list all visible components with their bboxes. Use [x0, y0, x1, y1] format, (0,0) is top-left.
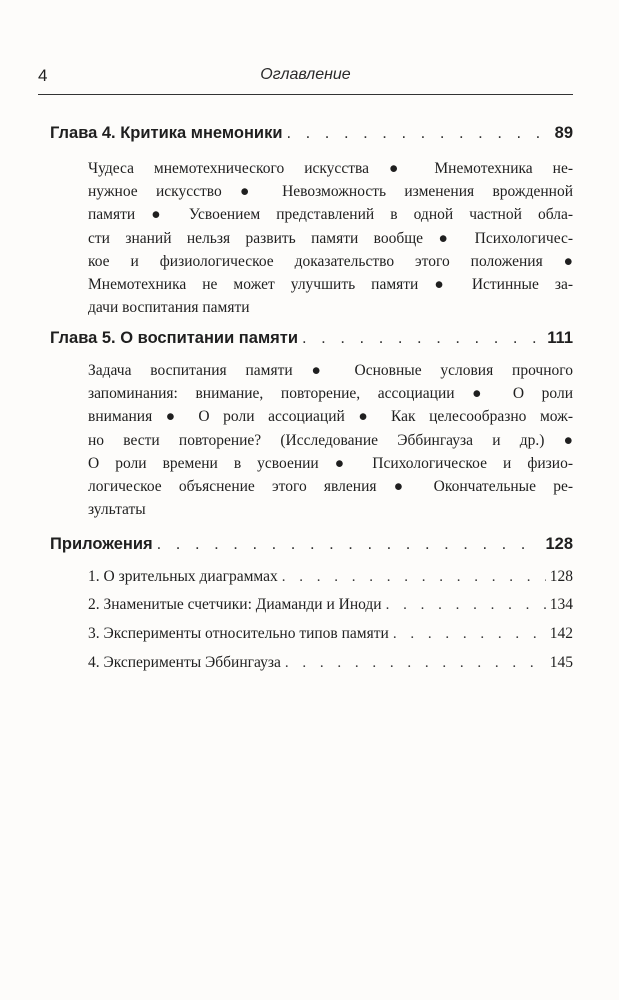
summary-line: памяти ● Усвоением представлений в одной частной обла- [88, 206, 573, 224]
page-header [38, 66, 573, 92]
summary-line: кое и физиологическое доказательство этого положения ● [88, 252, 573, 270]
appendix-title: Приложения [50, 535, 153, 553]
summary-line: сти знаний нельзя развить памяти вообще ● Психологичес- [88, 229, 573, 247]
toc-entry-appendix[interactable] [50, 535, 573, 554]
chapter-4-summary [88, 157, 573, 319]
appendix-item-page: 145 [549, 654, 573, 671]
appendix-item-page: 142 [549, 625, 573, 642]
toc-entry-chapter-4[interactable] [50, 124, 573, 143]
summary-line: логическое объяснение этого явления ● Окончательные ре- [88, 478, 573, 496]
page-number: 4 [38, 66, 48, 85]
chapter-title: Глава 4. Критика мнемоники [50, 124, 283, 142]
appendix-page-number: 128 [545, 535, 573, 553]
summary-line: Мнемотехника не может улучшить памяти ● Истинные за- [88, 276, 573, 294]
toc-entry-appendix-2[interactable] [88, 596, 573, 614]
summary-line: нужное искусство ● Невозможность изменения врожденной [88, 183, 573, 201]
appendix-item-page: 128 [549, 568, 573, 585]
summary-line: запоминания: внимание, повторение, ассоциации ● О роли [88, 385, 573, 403]
dot-leader [285, 655, 546, 672]
summary-line: Чудеса мнемотехнического искусства ● Мнемотехника не- [88, 160, 573, 177]
appendix-item-label: 2. Знаменитые счетчики: Диаманди и Иноди [88, 596, 382, 613]
toc-entry-chapter-5[interactable] [50, 329, 573, 348]
summary-line: но вести повторение? (Исследование Эббингауза и др.) ● [88, 431, 573, 449]
summary-line: Задача воспитания памяти ● Основные условия прочного [88, 362, 573, 379]
header-rule [38, 94, 573, 95]
chapter-page-number: 111 [547, 329, 573, 347]
toc-entry-appendix-3[interactable] [88, 625, 573, 643]
appendix-item-label: 1. О зрительных диаграммах [88, 568, 278, 585]
dot-leader [286, 124, 550, 143]
appendix-item-label: 3. Эксперименты относительно типов памяти [88, 625, 389, 642]
appendix-item-page: 134 [549, 596, 573, 613]
chapter-title: Глава 5. О воспитании памяти [50, 329, 299, 347]
chapter-page-number: 89 [554, 124, 573, 142]
dot-leader [282, 569, 546, 586]
summary-line: О роли времени в усвоении ● Психологическое и физио- [88, 454, 573, 472]
appendix-item-label: 4. Эксперименты Эббингауза [88, 654, 281, 671]
toc-entry-appendix-4[interactable] [88, 654, 573, 672]
dot-leader [386, 597, 546, 614]
dot-leader [393, 626, 546, 643]
summary-line: внимания ● О роли ассоциаций ● Как целесообразно мож- [88, 408, 573, 426]
dot-leader [302, 329, 543, 348]
toc-entry-appendix-1[interactable] [88, 568, 573, 586]
summary-line: зультаты [88, 501, 146, 519]
running-head: Оглавление [260, 66, 351, 83]
chapter-5-summary [88, 359, 573, 521]
dot-leader [157, 535, 542, 554]
summary-line: дачи воспитания памяти [88, 299, 250, 317]
